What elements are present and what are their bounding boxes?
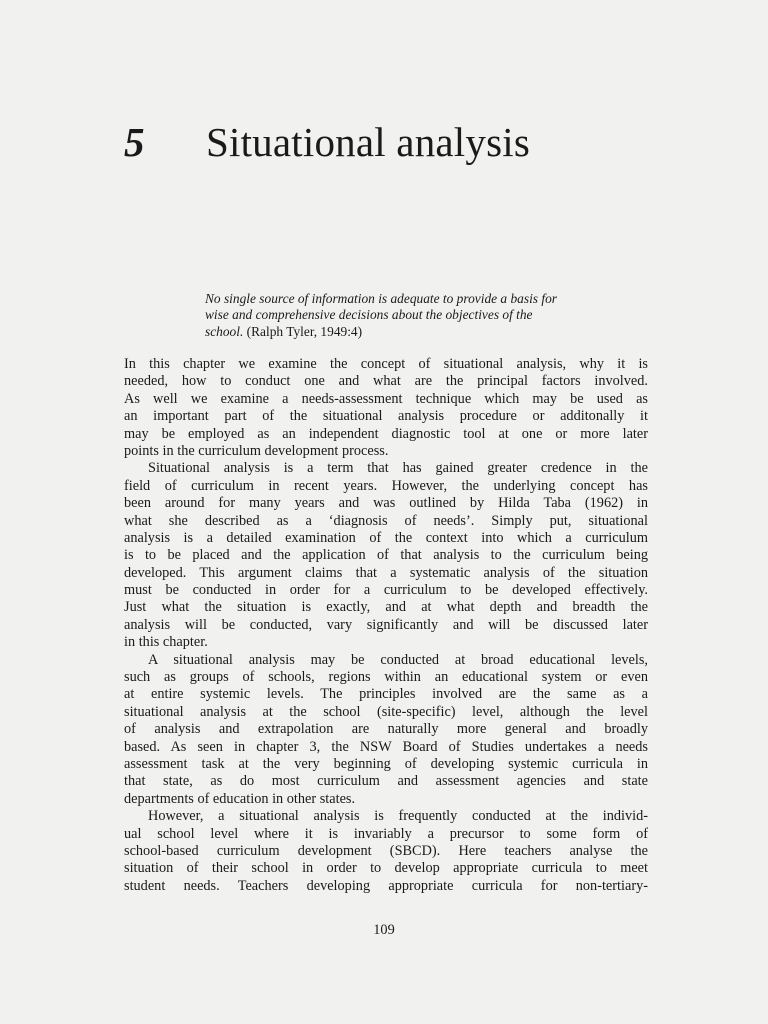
text-line: an important part of the situational analysis procedure or additonally it <box>124 408 648 425</box>
epigraph-last-line <box>205 324 650 340</box>
text-line: at entire systemic levels. The principles involved are the same as a <box>124 686 648 703</box>
text-line: Situational analysis is a term that has gained greater credence in the <box>148 460 648 477</box>
text-line: student needs. Teachers developing appropriate curricula for non-tertiary- <box>124 877 648 894</box>
paragraph <box>124 356 648 460</box>
page-number: 109 <box>373 922 395 938</box>
chapter-title: Situational analysis <box>206 119 530 165</box>
text-line: In this chapter we examine the concept of situational analysis, why it is <box>124 356 648 372</box>
text-line: must be conducted in order for a curriculum to be developed effectively. <box>124 582 648 599</box>
chapter-heading <box>124 119 530 172</box>
text-line: is to be placed and the application of that analysis to the curriculum being <box>124 547 648 564</box>
text-line: situational analysis at the school (site-specific) level, although the level <box>124 703 648 720</box>
text-line: developed. This argument claims that a systematic analysis of the situation <box>124 564 648 581</box>
text-line: ual school level where it is invariably a precursor to some form of <box>124 825 648 842</box>
text-line: that state, as do most curriculum and assessment agencies and state <box>124 773 648 790</box>
epigraph-attribution: (Ralph Tyler, 1949:4) <box>243 323 363 339</box>
text-line: situation of their school in order to develop appropriate curricula to meet <box>124 860 648 877</box>
epigraph-line: wise and comprehensive decisions about the objectives of the <box>205 307 533 323</box>
text-line: field of curriculum in recent years. However, the underlying concept has <box>124 477 648 494</box>
paragraph <box>124 808 648 895</box>
text-line: been around for many years and was outlined by Hilda Taba (1962) in <box>124 495 648 512</box>
text-line: based. As seen in chapter 3, the NSW Board of Studies undertakes a needs <box>124 738 648 755</box>
text-line: assessment task at the very beginning of developing systemic curricula in <box>124 755 648 772</box>
text-line: in this chapter. <box>124 634 208 651</box>
paragraph <box>124 460 648 651</box>
epigraph-line: No single source of information is adequate to provide a basis for <box>205 291 557 306</box>
chapter-number: 5 <box>124 119 145 165</box>
body-text <box>124 356 648 895</box>
epigraph-quote-end: school. <box>205 323 244 339</box>
epigraph <box>205 291 650 340</box>
text-line: what she described as a ‘diagnosis of needs’. Simply put, situational <box>124 512 648 529</box>
text-line: school-based curriculum development (SBCD). Here teachers analyse the <box>124 842 648 859</box>
text-line: As well we examine a needs-assessment technique which may be used as <box>124 390 648 407</box>
text-line: analysis will be conducted, vary significantly and will be discussed later <box>124 616 648 633</box>
text-line: points in the curriculum development process. <box>124 442 389 459</box>
text-line: may be employed as an independent diagnostic tool at one or more later <box>124 425 648 442</box>
text-line: Just what the situation is exactly, and at what depth and breadth the <box>124 599 648 616</box>
text-line: analysis is a detailed examination of the context into which a curriculum <box>124 529 648 546</box>
text-line: of analysis and extrapolation are naturally more general and broadly <box>124 721 648 738</box>
text-line: needed, how to conduct one and what are the principal factors involved. <box>124 373 648 390</box>
text-line: However, a situational analysis is frequently conducted at the individ- <box>148 808 648 825</box>
text-line: departments of education in other states. <box>124 790 356 807</box>
text-line: A situational analysis may be conducted at broad educational levels, <box>148 651 648 668</box>
text-line: such as groups of schools, regions within an educational system or even <box>124 669 648 686</box>
paragraph <box>124 652 648 809</box>
